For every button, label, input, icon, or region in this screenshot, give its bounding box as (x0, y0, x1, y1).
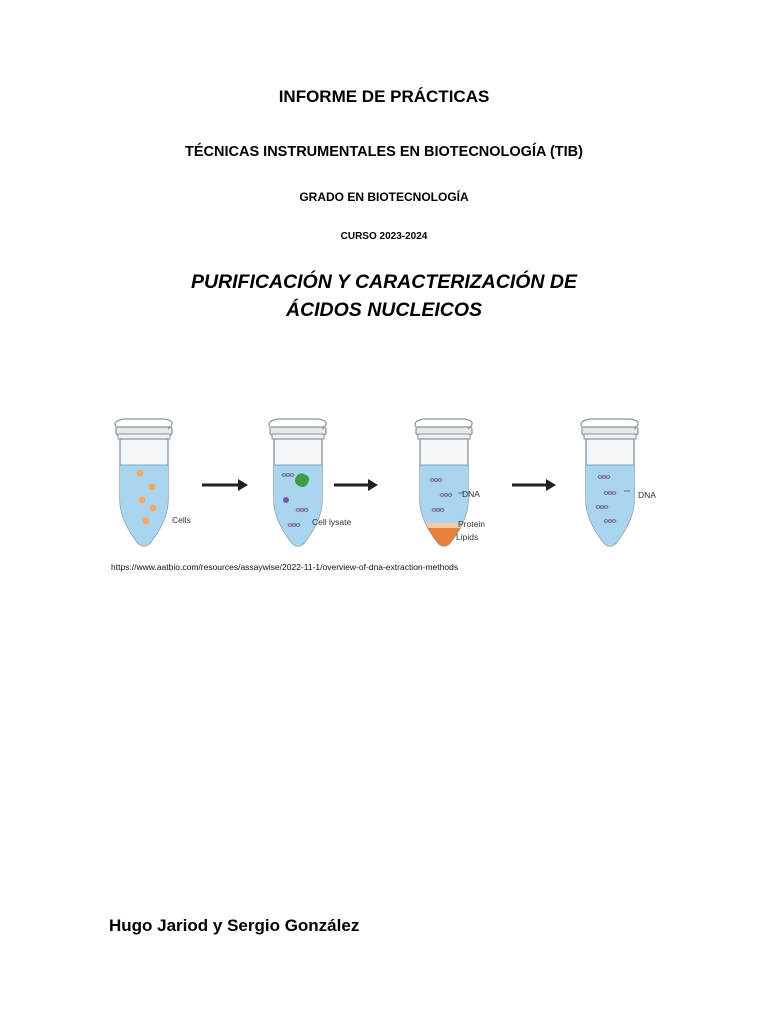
cell-5 (143, 518, 150, 525)
dna-extraction-figure (100, 415, 670, 565)
cell-2 (149, 484, 156, 491)
title-line-1: PURIFICACIÓN Y CARACTERIZACIÓN DE (190, 271, 578, 293)
cell-3 (139, 497, 146, 504)
subject-heading: TÉCNICAS INSTRUMENTALES EN BIOTECNOLOGÍA (TIB) (185, 144, 583, 160)
title-line-2: ÁCIDOS NUCLEICOS (285, 299, 483, 321)
tube-cell-lysate (269, 419, 326, 555)
document-title (0, 268, 768, 324)
label-protein: Protein (458, 519, 485, 529)
cell-1 (137, 470, 144, 477)
report-heading: INFORME DE PRÁCTICAS (278, 87, 490, 106)
arrow-1 (202, 479, 248, 491)
label-lipids: Lipids (456, 532, 479, 542)
cell-4 (150, 505, 157, 512)
label-dna-2: DNA (638, 490, 656, 500)
arrow-2 (334, 479, 378, 491)
debris-purple (283, 497, 289, 503)
label-cell-lysate: Cell lysate (312, 517, 352, 527)
label-cells: Cells (172, 515, 191, 525)
tube-dna (581, 419, 638, 555)
arrow-3 (512, 479, 556, 491)
authors: Hugo Jariod y Sergio González (109, 916, 360, 935)
figure-source-link[interactable]: https://www.aatbio.com/resources/assaywise/2022-11-1/overview-of-dna-extraction-methods (111, 562, 459, 572)
label-dna-1: DNA (462, 489, 480, 499)
degree-heading: GRADO EN BIOTECNOLOGÍA (299, 190, 469, 204)
course-year: CURSO 2023-2024 (340, 231, 428, 242)
tube-cells (115, 419, 172, 555)
